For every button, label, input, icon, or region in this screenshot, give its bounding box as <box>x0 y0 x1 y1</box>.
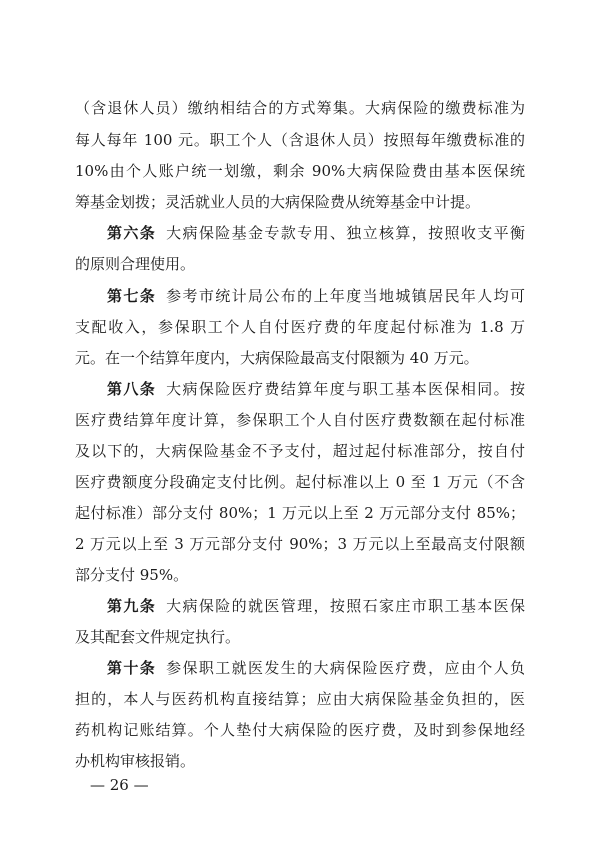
article-8-heading: 第八条 <box>107 380 157 398</box>
text-line: 医疗费结算年度计算，参保职工个人自付医疗费数额在起付标准 <box>75 411 525 429</box>
article-8-line <box>107 379 525 399</box>
article-10-heading: 第十条 <box>107 659 157 677</box>
article-6-line <box>107 223 525 243</box>
text-line: 每人每年 100 元。职工个人（含退休人员）按照每年缴费标准的 <box>75 131 525 149</box>
text-line: 起付标准）部分支付 80%；1 万元以上至 2 万元部分支付 85%； <box>75 504 525 522</box>
article-text: 参保职工就医发生的大病保险医疗费，应由个人负 <box>166 659 525 677</box>
text-line: （含退休人员）缴纳相结合的方式筹集。大病保险的缴费标准为 <box>75 99 525 117</box>
article-6-heading: 第六条 <box>107 224 157 242</box>
article-10-line <box>107 658 525 678</box>
text-line: 的原则合理使用。 <box>75 255 196 273</box>
text-line: 及以下的，大病保险基金不予支付，超过起付标准部分，按自付 <box>75 442 525 460</box>
article-text: 大病保险的就医管理，按照石家庄市职工基本医保 <box>166 597 525 615</box>
article-9-line <box>107 596 525 616</box>
article-text: 大病保险基金专款专用、独立核算，按照收支平衡 <box>166 224 525 242</box>
text-line: 筹基金划拨；灵活就业人员的大病保险费从统筹基金中计提。 <box>75 193 481 211</box>
article-7-line <box>107 286 525 306</box>
text-line: 担的，本人与医药机构直接结算；应由大病保险基金负担的，医 <box>75 690 525 708</box>
text-line: 支配收入，参保职工个人自付医疗费的年度起付标准为 1.8 万 <box>75 318 525 336</box>
article-7-heading: 第七条 <box>107 287 157 305</box>
article-text: 参考市统计局公布的上年度当地城镇居民年人均可 <box>166 287 525 305</box>
text-line: 医疗费额度分段确定支付比例。起付标准以上 0 至 1 万元（不含 <box>75 473 525 491</box>
page-number: — 26 — <box>90 776 149 794</box>
text-line: 2 万元以上至 3 万元部分支付 90%；3 万元以上至最高支付限额 <box>75 535 525 553</box>
text-line: 及其配套文件规定执行。 <box>75 628 241 646</box>
article-text: 大病保险医疗费结算年度与职工基本医保相同。按 <box>166 380 525 398</box>
article-9-heading: 第九条 <box>107 597 157 615</box>
text-line: 10%由个人账户统一划缴，剩余 90%大病保险费由基本医保统 <box>75 162 525 180</box>
text-line: 办机构审核报销。 <box>75 752 196 770</box>
text-line: 元。在一个结算年度内，大病保险最高支付限额为 40 万元。 <box>75 349 479 367</box>
text-line: 药机构记账结算。个人垫付大病保险的医疗费，及时到参保地经 <box>75 721 525 739</box>
text-line: 部分支付 95%。 <box>75 566 189 584</box>
